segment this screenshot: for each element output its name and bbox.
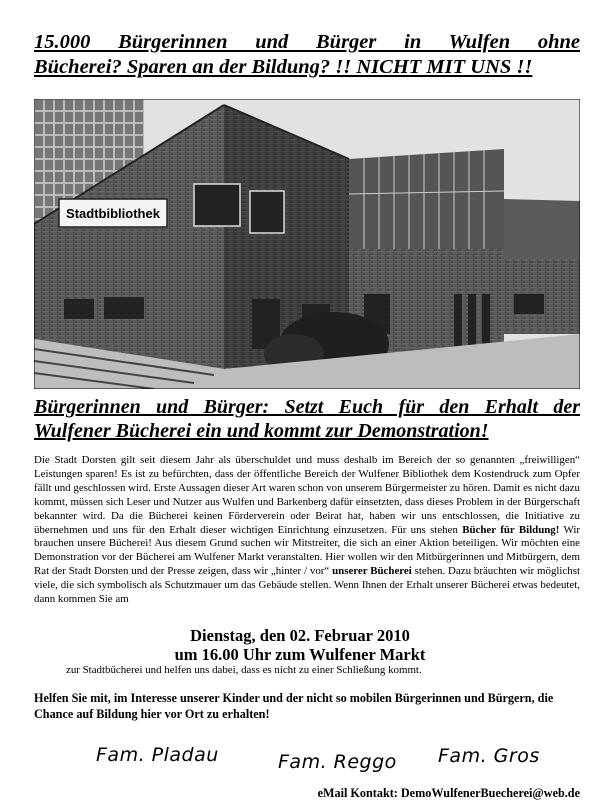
body-text-3: stehen. Dazu bräuchten wir möglichst viele, die sich symbolisch als Schutzmauer um das Gebäude stellen. Wenn Ihnen der Erhalt unserer Bücherei etwas bedeutet, dann kommen Sie am (34, 565, 580, 606)
event-date: Dienstag, den 02. Februar 2010 (190, 626, 410, 645)
library-photo (34, 99, 580, 389)
body-text-2: Wir brauchen unsere Bücherei! Aus diesem Grund suchen wir Mitstreiter, die sich an einer Aktion beteiligen. Wir möchten eine Demonstration vor der Bücherei am Wulfener Markt veranstalten. Hier wollen wir den Mitbürgerinnen und Mitbürgern, dem Rat der Stadt Dorsten und der Presse zeigen, dass wir „hinter / vor“ (34, 523, 580, 578)
body-bold-1: Bücher für Bildung! (462, 523, 560, 536)
stadtbibliothek-sign: Stadtbibliothek (66, 206, 160, 221)
signature-3: Fam. Gros (438, 745, 540, 767)
contact-email[interactable]: eMail Kontakt: DemoWulfenerBuecherei@web.de (317, 786, 580, 800)
headline-line-1: 15.000 Bürgerinnen und Bürger in Wulfen ohne (34, 31, 580, 53)
signature-2: Fam. Reggo (278, 751, 397, 773)
event-time-place: um 16.00 Uhr zum Wulfener Markt (174, 645, 426, 664)
headline-line-2: Bücherei? Sparen an der Bildung? !! NICHT MIT UNS !! (34, 56, 533, 78)
body-paragraph (34, 454, 580, 607)
signature-1: Fam. Pladau (96, 744, 219, 766)
appeal-text: Helfen Sie mit, im Interesse unserer Kinder und der nicht so mobilen Bürgerinnen und Bürgern, die Chance auf Bildung hier vor Ort zu erhalten! (34, 691, 554, 721)
subheadline-line-2: Wulfener Bücherei ein und kommt zur Demonstration! (34, 420, 489, 442)
body-text-1: Die Stadt Dorsten gilt seit diesem Jahr als überschuldet und muss deshalb im Bereich der so genannten „freiwilligen“ Leistungen sparen! Es ist zu befürchten, dass der öffentliche Bereich der Wulfener Bibliothek dem Kostendruck zum Opfer fällt und geschlossen wird. Erste Aussagen dieser Art waren schon von unserem Bürgermeister zu hören. Damit es nicht dazu kommt, müssen sich Leser und Nutzer aus Wulfen und Barkenberg dafür einsetzten, dass dieses Problem in der Bürgerschaft bekannter wird. Da die Bücherei keinen Förderverein oder Beirat hat, haben wir uns entschlossen, die Initiative zu übernehmen und uns für den Erhalt dieser wichtigen Einrichtung einzusetzen. Für uns stehen (34, 454, 580, 536)
body-bold-2: unserer Bücherei (332, 565, 412, 578)
event-note: zur Stadtbücherei und helfen uns dabei, dass es nicht zu einer Schließung kommt. (66, 664, 422, 676)
subheadline-line-1: Bürgerinnen und Bürger: Setzt Euch für den Erhalt der (34, 396, 580, 418)
